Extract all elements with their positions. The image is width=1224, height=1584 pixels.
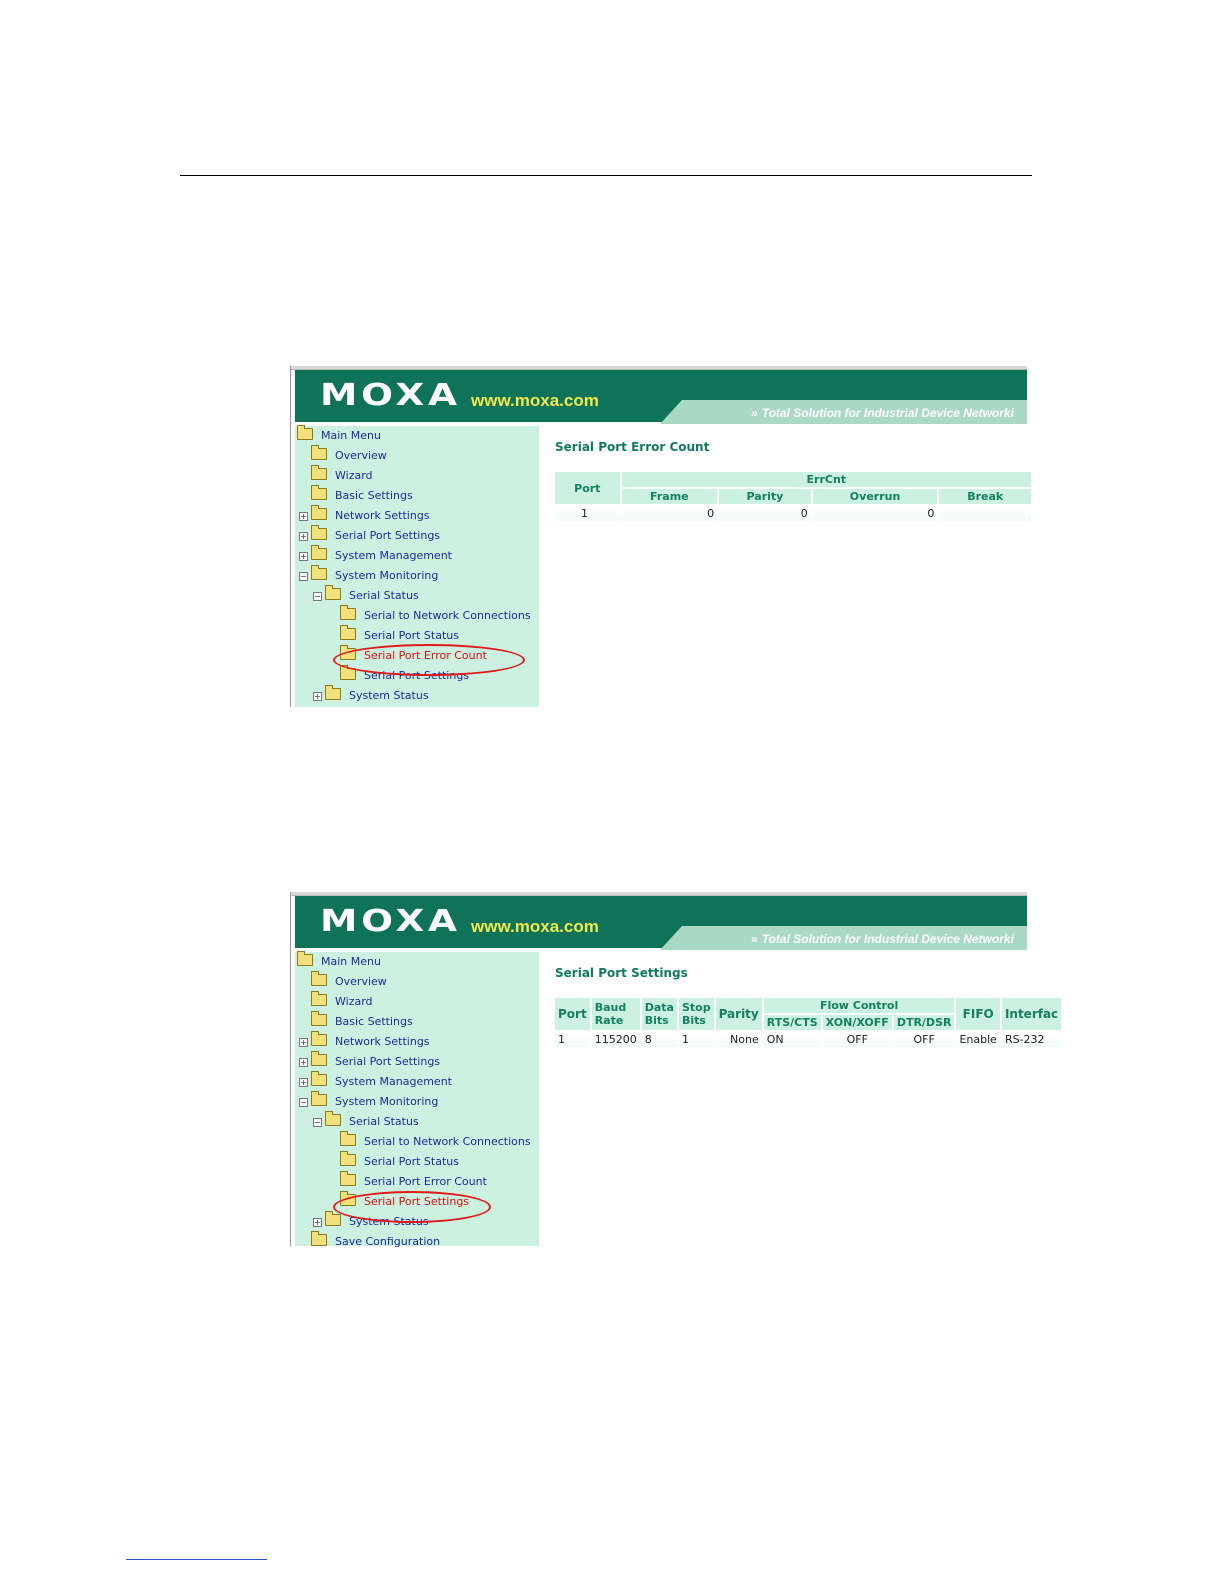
expand-plus-icon[interactable]: + [300,1038,307,1047]
folder-icon [325,1214,341,1226]
expand-plus-icon[interactable]: + [300,1058,307,1067]
folder-icon [311,468,327,480]
tagline-text: Total Solution for Industrial Device Networki [761,932,1014,946]
expand-plus-icon[interactable]: + [314,692,321,701]
tagline-text: Total Solution for Industrial Device Networki [761,406,1014,420]
cell-port: 1 [555,506,620,521]
menu-item-main-menu[interactable]: Main Menu [297,427,381,445]
main-menu-tree [295,426,539,707]
folder-icon [311,994,327,1006]
cell-xon-xoff: OFF [823,1032,892,1047]
folder-icon [340,1134,356,1146]
menu-item-serial-port-settings[interactable]: + Serial Port Settings [300,529,441,542]
cell-rts-cts: ON [764,1032,821,1047]
moxa-logo: MOXA [320,904,461,939]
folder-icon [311,448,327,460]
folder-icon [311,1234,327,1246]
header-dtr-dsr: DTR/DSR [894,1015,955,1030]
folder-icon [340,1174,356,1186]
moxa-banner [295,896,1027,948]
header-parity: Parity [716,998,762,1030]
cell-stop-bits: 1 [679,1032,714,1047]
cell-data-bits: 8 [642,1032,677,1047]
header-frame: Frame [622,489,718,504]
banner-tagline [751,406,1014,420]
folder-open-icon [311,1094,327,1106]
header-port: Port [555,998,590,1030]
header-fifo: FIFO [956,998,999,1030]
moxa-logo: MOXA [320,378,461,413]
menu-item-save-configuration[interactable]: Save Configuration [311,1233,440,1251]
moxa-url[interactable]: www.moxa.com [471,917,599,936]
menu-item-serial-port-status[interactable]: Serial Port Status [340,627,459,645]
moxa-url[interactable]: www.moxa.com [471,391,599,410]
menu-item-serial-port-settings-status[interactable]: Serial Port Settings [340,667,469,685]
moxa-banner [295,370,1027,422]
folder-icon [311,548,327,560]
menu-item-system-monitoring[interactable]: − System Monitoring [300,569,439,582]
expand-plus-icon[interactable]: + [314,1218,321,1227]
banner-tagline [751,932,1014,946]
screenshot-serial-port-error-count [290,366,1027,707]
main-menu-tree [295,952,539,1246]
menu-item-system-management[interactable]: + System Management [300,549,452,562]
menu-item-network-settings[interactable]: + Network Settings [300,509,430,522]
folder-open-icon [311,568,327,580]
cell-fifo: Enable [956,1032,999,1047]
menu-item-wizard[interactable]: Wizard [311,467,373,485]
collapse-minus-icon[interactable]: − [314,592,321,601]
folder-icon [325,688,341,700]
expand-plus-icon[interactable]: + [300,512,307,521]
menu-item-serial-status[interactable]: − Serial Status [314,1115,419,1128]
menu-item-wizard[interactable]: Wizard [311,993,373,1011]
header-overrun: Overrun [813,489,938,504]
double-chevron-icon: » [751,406,758,420]
cell-parity: 0 [719,506,811,521]
cell-interface: RS-232 [1002,1032,1061,1047]
cell-dtr-dsr: OFF [894,1032,955,1047]
menu-item-system-status[interactable]: + System Status [314,1215,429,1228]
menu-item-serial-to-network-connections[interactable]: Serial to Network Connections [340,1133,531,1151]
expand-plus-icon[interactable]: + [300,552,307,561]
folder-icon [311,528,327,540]
expand-plus-icon[interactable]: + [300,1078,307,1087]
folder-icon [340,628,356,640]
screenshot-serial-port-settings [290,892,1059,1248]
content-area [539,426,1027,707]
menu-item-serial-port-settings-status[interactable]: Serial Port Settings [340,1193,469,1211]
folder-icon [311,508,327,520]
cell-break [939,506,1031,521]
folder-icon [340,1154,356,1166]
menu-item-overview[interactable]: Overview [311,447,387,465]
page-title: Serial Port Error Count [555,440,710,454]
header-flow-control: Flow Control [764,998,955,1013]
menu-item-overview[interactable]: Overview [311,973,387,991]
cell-overrun: 0 [813,506,938,521]
menu-item-system-monitoring[interactable]: − System Monitoring [300,1095,439,1108]
collapse-minus-icon[interactable]: − [300,572,307,581]
highlight-ellipse [333,644,525,676]
menu-item-serial-status[interactable]: − Serial Status [314,589,419,602]
header-rule [180,175,1032,176]
header-parity: Parity [719,489,811,504]
error-count-table [553,470,1033,523]
menu-item-serial-to-network-connections[interactable]: Serial to Network Connections [340,607,531,625]
double-chevron-icon: » [751,932,758,946]
serial-settings-table [553,996,1063,1049]
folder-icon [311,1014,327,1026]
highlight-ellipse [333,1191,491,1223]
footer-link-underline [126,1559,267,1560]
folder-open-icon [325,588,341,600]
cell-port: 1 [555,1032,590,1047]
menu-item-basic-settings[interactable]: Basic Settings [311,1013,413,1031]
folder-icon [311,1034,327,1046]
header-port: Port [555,472,620,504]
menu-item-serial-port-error-count[interactable]: Serial Port Error Count [340,1173,487,1191]
header-rts-cts: RTS/CTS [764,1015,821,1030]
header-stop-bits: Stop Bits [679,998,714,1030]
folder-icon [311,488,327,500]
content-area [539,952,1059,1246]
folder-open-icon [325,1114,341,1126]
collapse-minus-icon[interactable]: − [300,1098,307,1107]
header-xon-xoff: XON/XOFF [823,1015,892,1030]
header-break: Break [939,489,1031,504]
folder-icon [340,608,356,620]
menu-item-serial-port-status[interactable]: Serial Port Status [340,1153,459,1171]
folder-open-icon [297,428,313,440]
folder-icon [311,974,327,986]
menu-item-main-menu[interactable]: Main Menu [297,953,381,971]
table-row [555,1032,1061,1047]
header-baud-rate: Baud Rate [592,998,640,1030]
menu-item-serial-port-error-count[interactable]: Serial Port Error Count [340,647,487,665]
header-data-bits: Data Bits [642,998,677,1030]
menu-item-basic-settings[interactable]: Basic Settings [311,487,413,505]
menu-item-serial-port-settings[interactable]: + Serial Port Settings [300,1055,441,1068]
folder-open-icon [297,954,313,966]
menu-item-system-status[interactable]: + System Status [314,689,429,702]
page-title: Serial Port Settings [555,966,688,980]
cell-frame: 0 [622,506,718,521]
cell-parity: None [716,1032,762,1047]
table-row [555,506,1031,521]
folder-icon [311,1074,327,1086]
folder-icon [311,1054,327,1066]
menu-item-network-settings[interactable]: + Network Settings [300,1035,430,1048]
header-interface: Interfac [1002,998,1061,1030]
expand-plus-icon[interactable]: + [300,532,307,541]
collapse-minus-icon[interactable]: − [314,1118,321,1127]
menu-item-system-management[interactable]: + System Management [300,1075,452,1088]
cell-baud-rate: 115200 [592,1032,640,1047]
header-errcnt: ErrCnt [622,472,1031,487]
